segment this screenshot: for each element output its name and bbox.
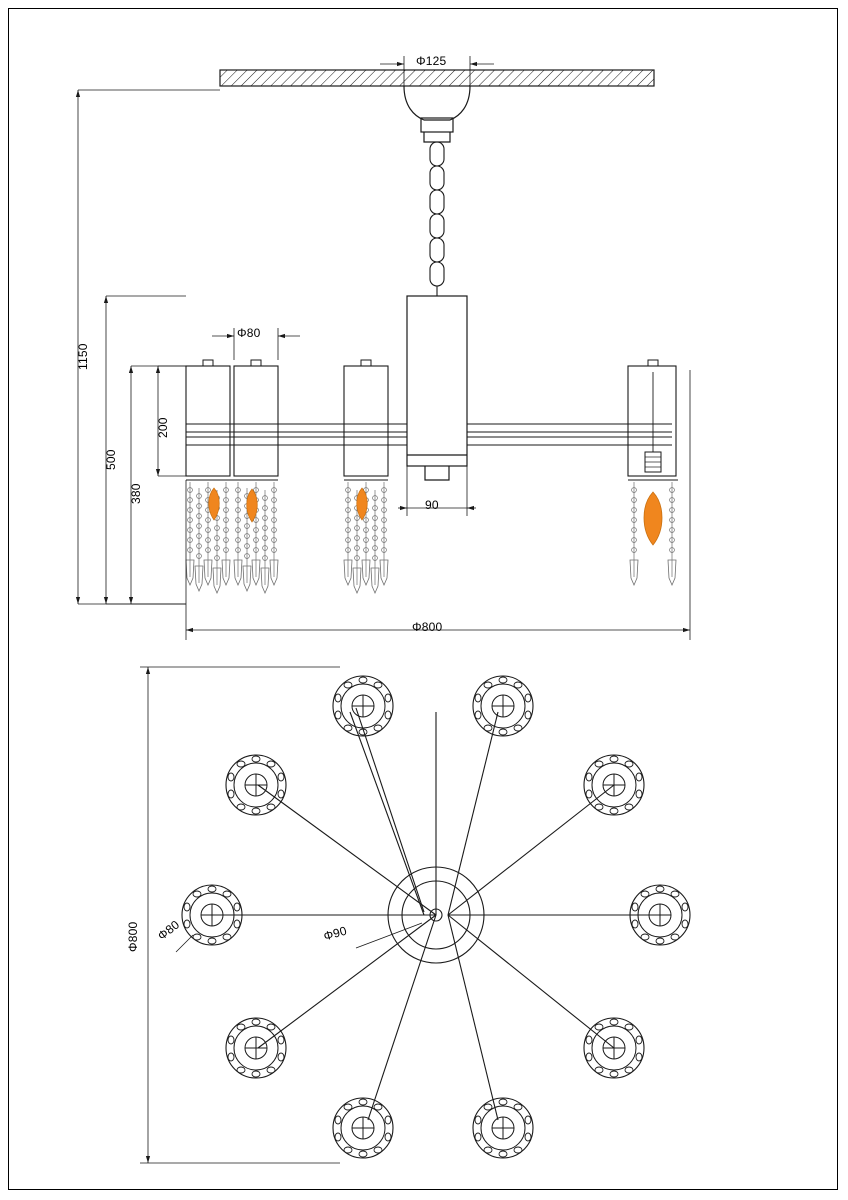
shade-group-left: [186, 360, 388, 476]
dim-label-arm-height: 380: [129, 483, 143, 504]
crystal-skirt-left: [186, 480, 278, 593]
dim-label-overall-width: Φ800: [412, 620, 443, 634]
ceiling-slab: [220, 70, 654, 86]
dim-label-shade-height: 200: [156, 417, 170, 438]
front-elevation-view: [78, 56, 690, 640]
dim-body-height: [106, 296, 186, 604]
canopy: [404, 86, 470, 142]
dim-label-shade-diameter: Φ80: [237, 326, 261, 340]
shade-right-with-bulb: [628, 360, 676, 545]
top-plan-view: [140, 667, 690, 1163]
dim-label-canopy-diameter: Φ125: [416, 54, 447, 68]
dim-label-body-height: 500: [104, 449, 118, 470]
arm-assembly: [186, 424, 672, 445]
central-body: [407, 296, 467, 480]
plan-arms: [212, 708, 660, 1120]
suspension-chain: [430, 142, 444, 296]
crystal-skirt-middle: [344, 480, 388, 593]
dim-label-body-width: 90: [425, 498, 439, 512]
dim-label-plan-diameter: Φ800: [126, 921, 140, 952]
dim-label-plan-shade-diameter: Φ80: [155, 917, 183, 944]
plan-leaders: [176, 923, 422, 952]
dim-label-overall-height: 1150: [76, 343, 90, 370]
dim-label-plan-hub-diameter: Φ90: [322, 923, 349, 944]
